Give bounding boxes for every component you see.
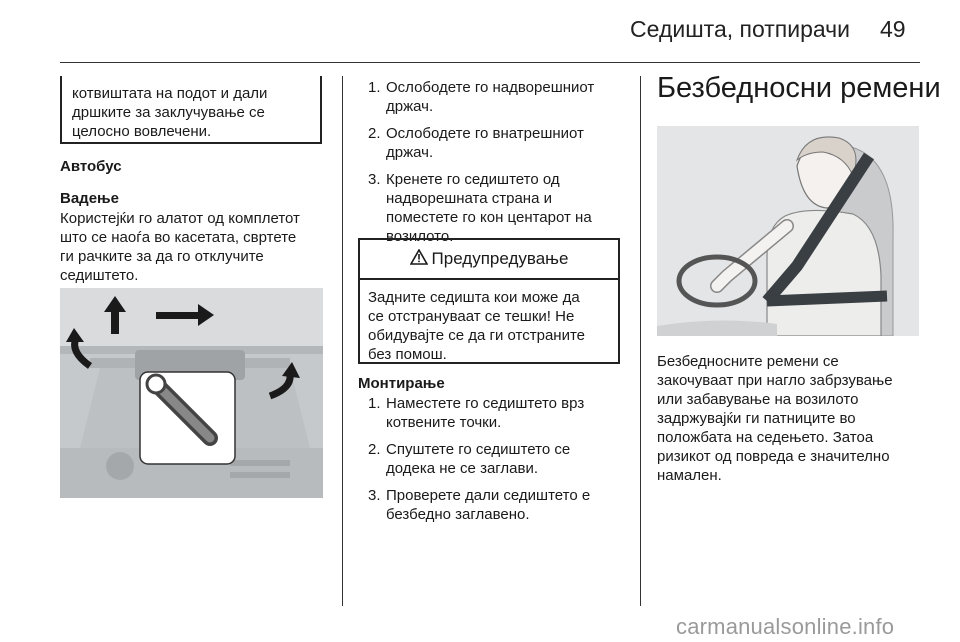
page-number: 49 [880, 16, 906, 42]
warning-line: Задните седишта кои може да [368, 289, 580, 306]
step-line: возилото. [386, 228, 454, 245]
paragraph-line: седиштето. [60, 267, 139, 284]
paragraph-line: Безбедносните ремени се [657, 353, 839, 370]
list-item [368, 170, 630, 246]
warning-header [360, 240, 618, 280]
seatbelt-driver-icon [657, 126, 919, 336]
header-divider [60, 62, 920, 63]
warning-body [360, 280, 618, 364]
paragraph-line: задржувајќи ги патниците во [657, 410, 856, 427]
section-title: Безбедносни ремени [657, 72, 941, 104]
column-divider-right [640, 76, 641, 606]
wrench-tool-icon [140, 372, 235, 464]
watermark: carmanualsonline.info [676, 614, 895, 639]
step-line: Ослободете го надворешниот [386, 79, 595, 96]
step-line: Проверете дали седиштето е [386, 487, 591, 504]
step-number: 2. [368, 441, 381, 458]
removal-steps-list [368, 78, 630, 254]
removal-paragraph [60, 209, 330, 285]
warning-line: се отстрануваат се тешки! Не [368, 308, 575, 325]
paragraph-line: намален. [657, 467, 722, 484]
step-line: безбедно заглавено. [386, 506, 530, 523]
subheading-removal: Вадење [60, 190, 119, 207]
subheading-bus: Автобус [60, 158, 122, 175]
step-number: 2. [368, 125, 381, 142]
subheading-install: Монтирање [358, 375, 445, 392]
paragraph-line: ги рачките за да го отклучите [60, 248, 264, 265]
warning-box [358, 238, 620, 364]
install-steps-list [368, 394, 630, 532]
step-line: котвените точки. [386, 414, 502, 431]
column-divider-left [342, 76, 343, 606]
list-item [368, 78, 630, 116]
page-header-title: Седишта, потпирачи [630, 16, 850, 42]
step-line: поместете го кон центарот на [386, 209, 592, 226]
list-item [368, 394, 630, 432]
list-item [368, 440, 630, 478]
step-number: 3. [368, 487, 381, 504]
step-line: надворешната страна и [386, 190, 552, 207]
paragraph-line: или забавување на возилото [657, 391, 859, 408]
seatbelt-illustration [657, 126, 919, 336]
list-item [368, 124, 630, 162]
step-line: Кренете го седиштето од [386, 171, 560, 188]
note-box-continued [60, 76, 322, 144]
note-line: дршките за заклучување се [72, 104, 265, 121]
paragraph-line: што се наоѓа во касетата, свртете [60, 229, 297, 246]
warning-line: без помош. [368, 346, 447, 363]
step-line: додека не се заглави. [386, 460, 539, 477]
warning-title: Предупредување [431, 249, 569, 268]
warning-triangle-icon [410, 249, 428, 270]
paragraph-line: закочуваат при нагло забрзување [657, 372, 893, 389]
step-line: Спуштете го седиштето се [386, 441, 571, 458]
step-line: држач. [386, 144, 434, 161]
warning-line: обидувајте се да ги отстраните [368, 327, 586, 344]
note-line: целосно вовлечени. [72, 123, 212, 140]
paragraph-line: Користејќи го алатот од комплетот [60, 210, 300, 227]
list-item [368, 486, 630, 524]
step-line: Наместете го седиштето врз [386, 395, 585, 412]
seatbelt-paragraph [657, 352, 919, 485]
step-number: 1. [368, 395, 381, 412]
paragraph-line: ризикот од повреда е значително [657, 448, 890, 465]
note-line: котвиштата на подот и дали [72, 85, 268, 102]
seat-release-illustration [60, 288, 323, 498]
step-line: држач. [386, 98, 434, 115]
step-number: 1. [368, 79, 381, 96]
paragraph-line: положбата на седењето. Затоа [657, 429, 874, 446]
step-line: Ослободете го внатрешниот [386, 125, 584, 142]
step-number: 3. [368, 171, 381, 188]
